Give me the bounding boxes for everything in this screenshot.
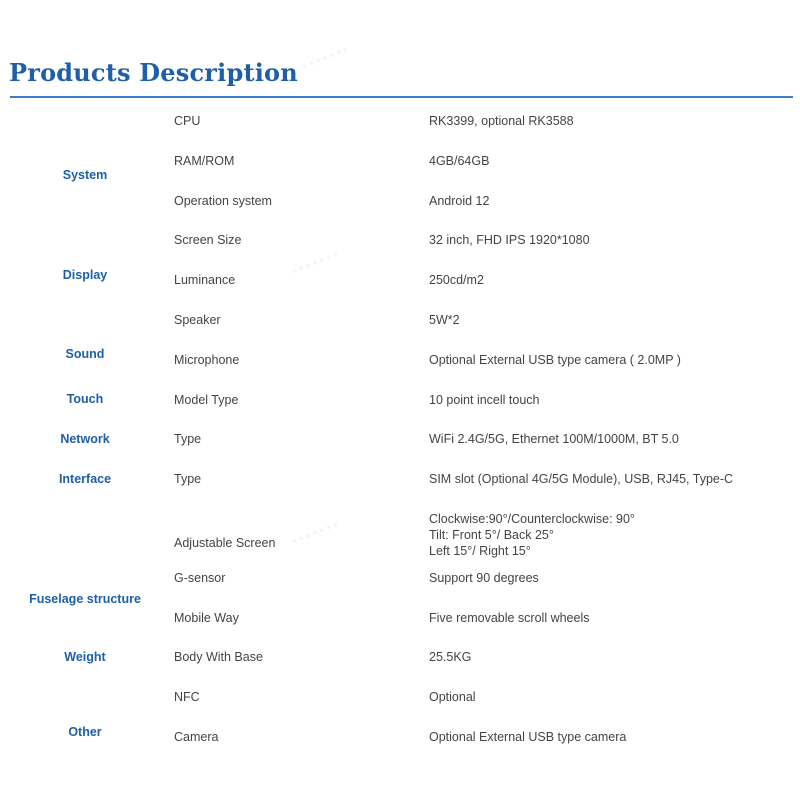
spec-label-interface-type: Type <box>174 472 202 486</box>
group-fuselage-structure: Fuselage structure <box>29 592 141 606</box>
spec-value-screen-size: 32 inch, FHD IPS 1920*1080 <box>429 233 590 247</box>
spec-value-adjustable-screen-line1: Clockwise:90°/Counterclockwise: 90° <box>429 512 635 526</box>
spec-label-nfc: NFC <box>174 690 200 704</box>
spec-label-camera: Camera <box>174 730 219 744</box>
spec-value-adjustable-screen-line2: Tilt: Front 5°/ Back 25° <box>429 528 554 542</box>
spec-label-microphone: Microphone <box>174 353 240 367</box>
spec-label-os: Operation system <box>174 194 272 208</box>
spec-value-luminance: 250cd/m2 <box>429 273 484 287</box>
group-other: Other <box>68 725 102 739</box>
watermark: ······· <box>296 36 354 79</box>
spec-label-ram-rom: RAM/ROM <box>174 154 235 168</box>
spec-value-speaker: 5W*2 <box>429 313 460 327</box>
group-weight: Weight <box>64 650 106 664</box>
spec-value-ram-rom: 4GB/64GB <box>429 154 490 168</box>
page-header <box>0 0 800 100</box>
spec-label-cpu: CPU <box>174 114 201 128</box>
spec-value-nfc: Optional <box>429 690 476 704</box>
spec-label-speaker: Speaker <box>174 313 221 327</box>
group-display: Display <box>62 268 108 282</box>
page-title: Products Description <box>9 58 298 87</box>
group-touch: Touch <box>66 392 104 406</box>
spec-label-luminance: Luminance <box>174 273 236 287</box>
spec-label-body-with-base: Body With Base <box>174 650 263 664</box>
watermark: ······· <box>286 241 344 284</box>
spec-value-microphone: Optional External USB type camera ( 2.0MP ) <box>429 353 681 367</box>
title-underline <box>10 96 793 98</box>
spec-value-network-type: WiFi 2.4G/5G, Ethernet 100M/1000M, BT 5.0 <box>429 432 679 446</box>
spec-label-g-sensor: G-sensor <box>174 571 226 585</box>
spec-value-adjustable-screen-line3: Left 15°/ Right 15° <box>429 544 531 558</box>
spec-value-os: Android 12 <box>429 194 490 208</box>
watermark: ······· <box>286 511 344 554</box>
spec-value-model-type: 10 point incell touch <box>429 393 540 407</box>
spec-value-interface-type: SIM slot (Optional 4G/5G Module), USB, RJ45, Type-C <box>429 472 734 486</box>
group-sound: Sound <box>65 347 105 361</box>
spec-value-body-with-base: 25.5KG <box>429 650 472 664</box>
spec-value-camera: Optional External USB type camera <box>429 730 627 744</box>
spec-label-adjustable-screen: Adjustable Screen <box>174 536 276 550</box>
spec-value-cpu: RK3399, optional RK3588 <box>429 114 574 128</box>
group-network: Network <box>60 432 110 446</box>
spec-label-screen-size: Screen Size <box>174 233 242 247</box>
spec-value-g-sensor: Support 90 degrees <box>429 571 539 585</box>
group-interface: Interface <box>58 472 112 486</box>
spec-label-mobile-way: Mobile Way <box>174 611 239 625</box>
spec-label-model-type: Model Type <box>174 393 239 407</box>
group-system: System <box>62 168 108 182</box>
spec-label-network-type: Type <box>174 432 202 446</box>
spec-value-mobile-way: Five removable scroll wheels <box>429 611 590 625</box>
